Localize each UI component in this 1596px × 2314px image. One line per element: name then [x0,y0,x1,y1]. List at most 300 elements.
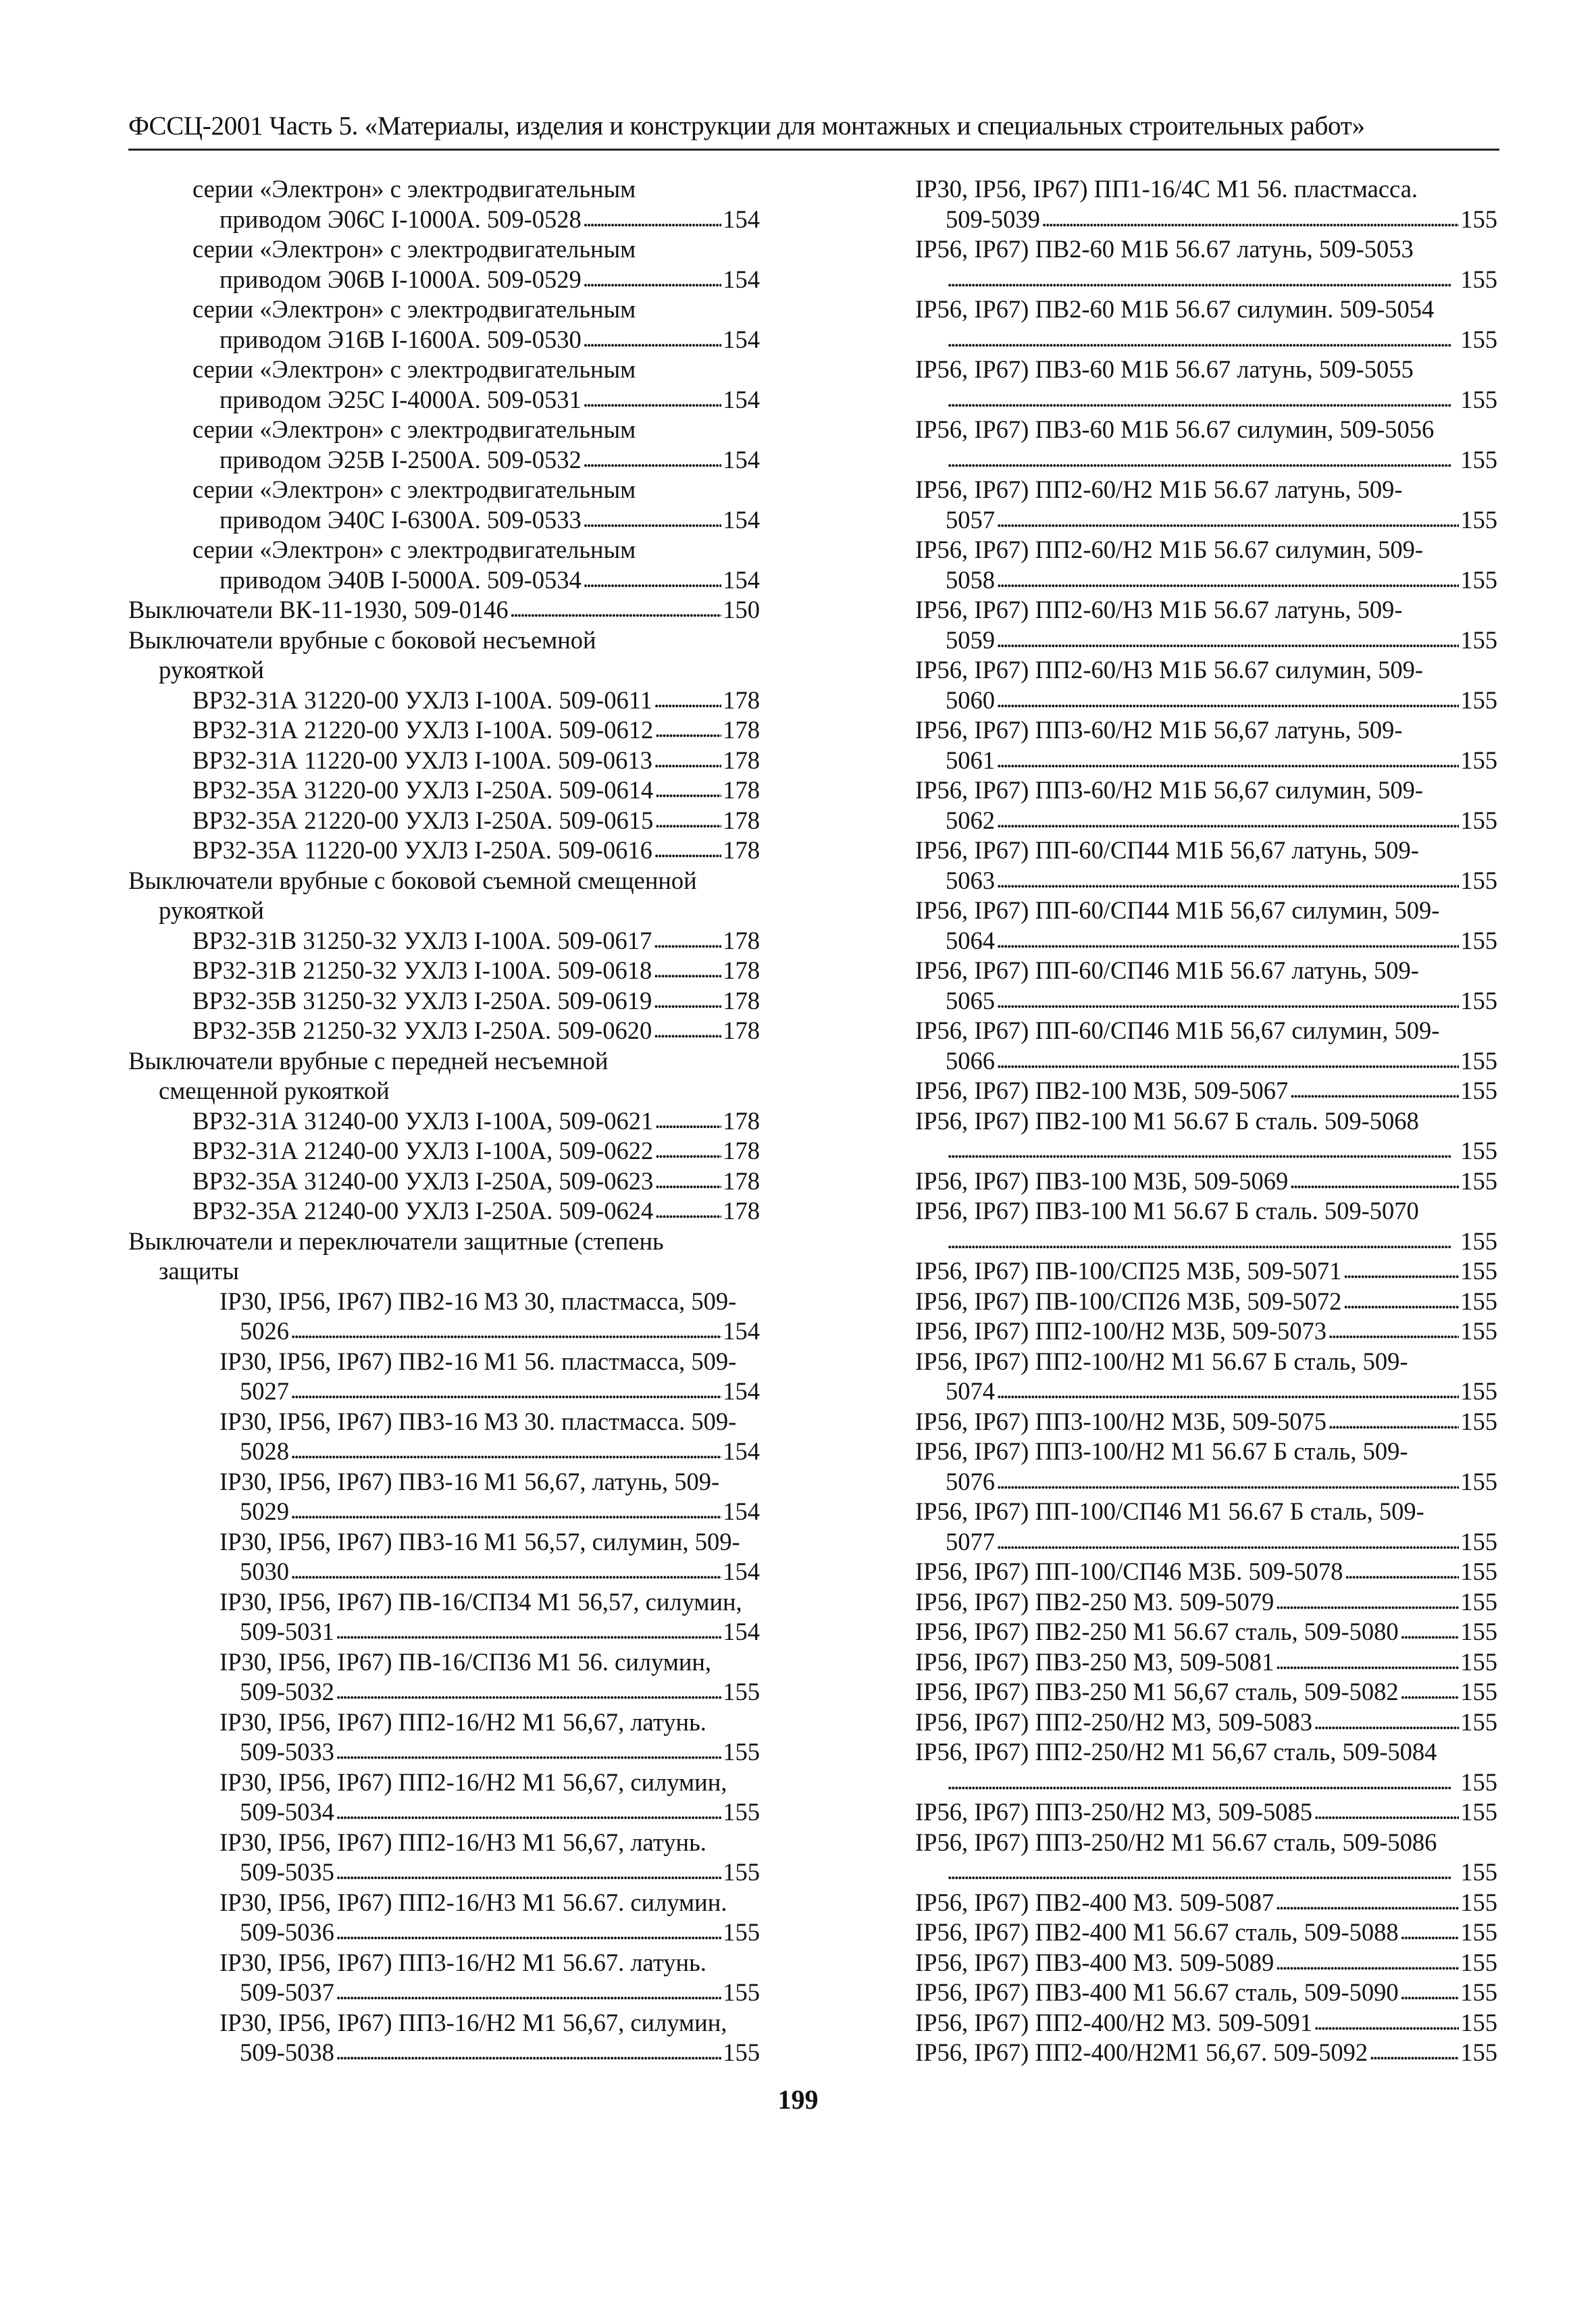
entry-page-number: 178 [723,1197,760,1225]
index-entry [915,1136,1497,1166]
index-entry [915,835,1497,866]
entry-text: Выключатели ВК-11-1930, 509-0146 [128,596,509,623]
entry-text: IP56, IP67) ПВ2-60 М1Б 56.67 латунь, 509-5053 [915,235,1414,263]
entry-text: ВР32-31А 21240-00 УХЛ3 I-100А, 509-0622 [192,1137,654,1164]
entry-text: IP56, IP67) ПП-60/СП44 М1Б 56,67 латунь, 509- [915,836,1419,864]
entry-text: приводом Э06В I-1000А. 509-0529 [220,265,582,293]
index-entry [915,1918,1497,1948]
index-entry [128,655,760,686]
index-entry [915,174,1497,205]
dot-leader [1343,1285,1459,1317]
entry-text: IP56, IP67) ПП2-400/Н2 М3. 509-5091 [915,2008,1313,2036]
entry-text: IP56, IP67) ПП2-60/Н2 М1Б 56.67 силумин, 509- [915,536,1424,563]
entry-page-number: 154 [723,1618,760,1645]
entry-page-number: 154 [723,565,760,594]
dot-leader [1314,2007,1459,2038]
entry-page-number: 155 [723,1918,760,1946]
entry-text: 5065 [946,986,995,1014]
entry-page-number: 155 [1460,265,1497,293]
entry-page-number: 155 [723,2038,760,2066]
index-entry [128,1256,760,1287]
entry-page-number: 155 [1460,1707,1497,1736]
entry-text: IP56, IP67) ПП3-100/Н2 М3Б, 509-5075 [915,1407,1327,1435]
entry-page-number: 155 [1460,2038,1497,2066]
index-entry [128,1347,760,1377]
entry-text: 5027 [240,1377,289,1405]
entry-text: 509-5039 [946,205,1040,233]
entry-page-number: 155 [1460,1407,1497,1435]
index-entry [128,2038,760,2068]
entry-page-number: 155 [1460,1647,1497,1676]
dot-leader [1400,1676,1460,1707]
dot-leader [654,684,721,716]
entry-page-number: 155 [1460,1618,1497,1645]
entry-page-number: 155 [1460,1558,1497,1585]
entry-text: 5066 [946,1046,995,1075]
index-entry [915,1768,1497,1798]
index-entry [128,1377,760,1407]
dot-leader [1275,1947,1459,1978]
index-entry [128,956,760,986]
dot-leader [996,564,1459,596]
index-entry [128,1857,760,1888]
index-entry [915,655,1497,686]
index-entry [915,265,1497,295]
entry-page-number: 155 [1460,445,1497,473]
dot-leader [290,1555,721,1587]
index-entry [128,1557,760,1587]
index-column-right [915,174,1497,2068]
entry-text: 509-5035 [240,1858,334,1886]
entry-text: приводом Э25С I-4000А. 509-0531 [220,385,582,413]
entry-text: IP56, IP67) ПП2-60/Н2 М1Б 56.67 латунь, 509- [915,475,1403,503]
dot-leader [996,1375,1459,1407]
entry-text: ВР32-35А 31220-00 УХЛ3 I-250А. 509-0614 [192,776,654,804]
entry-text: ВР32-31А 11220-00 УХЛ3 I-100А. 509-0613 [192,746,652,774]
entry-text: серии «Электрон» с электродвигательным [192,175,636,203]
header-rule [128,149,1499,151]
index-entry [915,866,1497,896]
index-entry [915,1737,1497,1768]
index-entry [915,205,1497,235]
index-entry [128,234,760,265]
entry-text: IP56, IP67) ПП2-60/Н3 М1Б 56.67 латунь, 509- [915,596,1403,623]
index-entry [128,1196,760,1227]
dot-leader [583,564,722,596]
index-entry [128,1316,760,1347]
entry-text: IP56, IP67) ПВ3-400 М1 56.67 сталь, 509-5090 [915,1978,1399,2006]
index-entry [128,1106,760,1137]
index-entry [915,505,1497,536]
entry-text: IP30, IP56, IP67) ПВ-16/СП34 М1 56,57, силумин, [220,1587,742,1616]
index-entry [915,1857,1497,1888]
index-entry [915,234,1497,265]
entry-text: 509-5036 [240,1918,334,1946]
index-entry [128,1136,760,1166]
entry-text: серии «Электрон» с электродвигательным [192,415,636,443]
dot-leader [583,504,722,536]
dot-leader [336,1736,721,1768]
entry-page-number: 178 [723,716,760,744]
entry-page-number: 155 [1460,806,1497,834]
index-entry [915,1707,1497,1738]
entry-text: IP56, IP67) ПВ3-250 М1 56,67 сталь, 509-5082 [915,1678,1399,1705]
index-entry [128,1437,760,1467]
dot-leader [290,1495,721,1527]
entry-page-number: 155 [1460,1377,1497,1405]
index-entry [915,1797,1497,1828]
index-entry [128,1046,760,1077]
index-entry [915,1948,1497,1978]
entry-text: ВР32-35А 11220-00 УХЛ3 I-250А. 509-0616 [192,836,652,864]
dot-leader [996,1466,1459,1497]
entry-page-number: 155 [1460,1918,1497,1946]
entry-text: IP56, IP67) ПВ3-100 М1 56.67 Б сталь. 509-5070 [915,1197,1419,1225]
entry-text: IP56, IP67) ПП2-100/Н2 М3Б, 509-5073 [915,1317,1327,1345]
index-entry [128,1797,760,1828]
entry-page-number: 178 [723,1166,760,1195]
dot-leader [654,1195,721,1227]
dot-leader [1275,1886,1459,1918]
entry-text: защиты [159,1257,239,1285]
index-entry [128,205,760,235]
index-entry [915,986,1497,1017]
entry-text: IP30, IP56, IP67) ПВ3-16 М1 56,67, латунь, 509- [220,1467,720,1495]
entry-text: IP30, IP56, IP67) ПП2-16/Н2 М1 56,67, латунь. [220,1707,706,1736]
entry-text: IP56, IP67) ПВ3-60 М1Б 56.67 силумин, 509-5056 [915,415,1435,443]
dot-leader [1344,1555,1459,1587]
index-entry [915,1497,1497,1527]
index-entry [128,986,760,1017]
index-entry [128,445,760,475]
index-entry [128,325,760,355]
entry-text: IP56, IP67) ПП2-60/Н3 М1Б 56.67 силумин, 509- [915,656,1424,684]
entry-text: ВР32-35В 31250-32 УХЛ3 I-250А. 509-0619 [192,986,652,1014]
entry-page-number: 155 [1460,866,1497,894]
index-entry [915,1467,1497,1497]
entry-page-number: 154 [723,505,760,534]
entry-text: ВР32-35В 21250-32 УХЛ3 I-250А. 509-0620 [192,1017,652,1044]
entry-text: Выключатели врубные с боковой несъемной [128,625,596,654]
entry-text: IP56, IP67) ПВ-100/СП26 М3Б, 509-5072 [915,1287,1342,1315]
entry-text: серии «Электрон» с электродвигательным [192,355,636,383]
entry-page-number: 155 [1460,1678,1497,1705]
entry-page-number: 154 [723,325,760,353]
entry-text: приводом Э25В I-2500А. 509-0532 [220,445,582,473]
dot-leader [653,954,721,986]
index-entry [915,415,1497,445]
index-entry [128,385,760,415]
entry-text: рукояткой [159,656,264,684]
entry-page-number: 178 [723,686,760,714]
entry-text: IP56, IP67) ПВ2-400 М3. 509-5087 [915,1888,1275,1916]
dot-leader [583,324,722,355]
dot-leader [996,1045,1459,1077]
index-entry [128,1677,760,1707]
index-entry [128,866,760,896]
entry-page-number: 155 [1460,1527,1497,1555]
entry-text: ВР32-31А 21220-00 УХЛ3 I-100А. 509-0612 [192,716,654,744]
entry-text: IP30, IP56, IP67) ПВ2-16 М3 30, пластмасса, 509- [220,1287,737,1315]
index-entry [128,1467,760,1497]
entry-text: серии «Электрон» с электродвигательным [192,536,636,563]
index-entry [128,746,760,776]
index-entry [128,535,760,565]
dot-leader [1314,1796,1459,1828]
entry-text: смещенной рукояткой [159,1077,390,1104]
index-entry [128,806,760,836]
dot-leader [290,1435,721,1467]
index-entry [915,1647,1497,1678]
index-entry [128,1737,760,1768]
index-column-left [128,174,760,2068]
index-entry [915,1677,1497,1707]
index-entry [915,1076,1497,1106]
dot-leader [996,925,1459,956]
entry-page-number: 155 [1460,625,1497,654]
entry-page-number: 155 [1460,1166,1497,1195]
entry-text: IP56, IP67) ПП-60/СП44 М1Б 56,67 силумин, 509- [915,896,1440,924]
entry-page-number: 154 [723,1558,760,1585]
entry-page-number: 150 [723,596,760,623]
index-entry [915,625,1497,656]
entry-text: приводом Э16В I-1600А. 509-0530 [220,325,582,353]
entry-text: IP56, IP67) ПВ2-60 М1Б 56.67 силумин. 509-5054 [915,295,1435,323]
entry-text: 5074 [946,1377,995,1405]
entry-page-number: 155 [1460,505,1497,534]
entry-text: 5030 [240,1558,289,1585]
index-entry [128,1617,760,1647]
entry-text: 5060 [946,686,995,714]
entry-text: приводом Э40В I-5000А. 509-0534 [220,565,582,594]
entry-text: IP30, IP56, IP67) ПП3-16/Н2 М1 56.67. латунь. [220,1948,706,1976]
entry-text: 5059 [946,625,995,654]
dot-leader [947,1766,1459,1798]
dot-leader [996,504,1459,536]
entry-text: IP30, IP56, IP67) ПП3-16/Н2 М1 56,67, силумин, [220,2008,727,2036]
index-entry [915,1978,1497,2008]
entry-text: ВР32-31А 31220-00 УХЛ3 I-100А. 509-0611 [192,686,652,714]
index-entry [128,1227,760,1257]
dot-leader [1314,1706,1459,1738]
index-entry [915,1437,1497,1467]
entry-page-number: 155 [1460,205,1497,233]
index-entry [128,686,760,716]
entry-text: 5029 [240,1497,289,1525]
index-entry [128,595,760,625]
dot-leader [583,444,722,475]
entry-page-number: 178 [723,1106,760,1135]
index-entry [128,1166,760,1197]
dot-leader [1328,1315,1459,1347]
dot-leader [583,384,722,415]
index-entry [915,595,1497,625]
entry-text: рукояткой [159,896,264,924]
dot-leader [653,925,721,956]
dot-leader [336,1976,721,2008]
dot-leader [1400,1976,1460,2008]
index-entry [915,2038,1497,2068]
dot-leader [996,684,1459,716]
entry-text: IP56, IP67) ПП2-250/Н2 М3, 509-5083 [915,1707,1313,1736]
entry-text: 5077 [946,1527,995,1555]
entry-page-number: 155 [1460,1798,1497,1826]
entry-text: IP30, IP56, IP67) ПП2-16/Н3 М1 56.67. силумин. [220,1888,727,1916]
dot-leader [583,263,722,295]
entry-text: 5026 [240,1317,289,1345]
entry-page-number: 178 [723,746,760,774]
index-entry [915,355,1497,385]
entry-text: IP56, IP67) ПВ2-100 М3Б, 509-5067 [915,1077,1289,1104]
index-entry [915,1377,1497,1407]
index-entry [915,1196,1497,1227]
dot-leader [654,804,721,836]
entry-text: IP56, IP67) ПП3-250/Н2 М1 56.67 сталь, 509-5086 [915,1828,1437,1856]
entry-text: IP56, IP67) ПВ2-250 М3. 509-5079 [915,1587,1275,1616]
index-entry [128,565,760,596]
index-entry [915,1166,1497,1197]
index-entry [128,1978,760,2008]
entry-text: Выключатели врубные с передней несъемной [128,1046,609,1075]
index-entry [915,1557,1497,1587]
index-entry [915,1407,1497,1437]
entry-text: IP56, IP67) ПВ3-400 М3. 509-5089 [915,1948,1275,1976]
index-entry [915,535,1497,565]
dot-leader [654,1105,721,1137]
index-entry [128,1287,760,1317]
dot-leader [1275,1646,1459,1678]
entry-text: серии «Электрон» с электродвигательным [192,475,636,503]
entry-text: Выключатели и переключатели защитные (степень [128,1227,664,1255]
entry-page-number: 155 [723,1978,760,2006]
entry-text: приводом Э06С I-1000А. 509-0528 [220,205,582,233]
dot-leader [1369,2036,1459,2068]
dot-leader [996,624,1459,656]
dot-leader [1289,1165,1459,1197]
index-entry [915,475,1497,505]
entry-text: ВР32-31А 31240-00 УХЛ3 I-100А, 509-0621 [192,1106,654,1135]
dot-leader [947,444,1459,475]
entry-text: IP56, IP67) ПП2-400/Н2М1 56,67. 509-5092 [915,2038,1368,2066]
index-entry [128,294,760,325]
dot-leader [947,384,1459,415]
entry-page-number: 155 [1460,1077,1497,1104]
entry-page-number: 155 [1460,1467,1497,1495]
index-entry [128,896,760,926]
dot-leader [654,774,721,806]
dot-leader [654,744,721,776]
index-entry [128,1497,760,1527]
index-entry [128,2008,760,2038]
index-entry [915,2008,1497,2038]
entry-page-number: 178 [723,986,760,1014]
entry-page-number: 154 [723,265,760,293]
entry-text: ВР32-35А 21220-00 УХЛ3 I-250А. 509-0615 [192,806,654,834]
entry-text: IP56, IP67) ПП3-60/Н2 М1Б 56,67 латунь, 509- [915,716,1403,744]
entry-page-number: 155 [1460,1046,1497,1075]
index-entry [915,1256,1497,1287]
dot-leader [996,804,1459,836]
index-entry [915,294,1497,325]
entry-text: 5061 [946,746,995,774]
entry-text: IP56, IP67) ПВ3-60 М1Б 56.67 латунь, 509-5055 [915,355,1414,383]
entry-page-number: 155 [1460,1948,1497,1976]
entry-text: 5062 [946,806,995,834]
entry-page-number: 155 [723,1798,760,1826]
index-entry [128,775,760,806]
entry-page-number: 155 [1460,986,1497,1014]
entry-page-number: 178 [723,1137,760,1164]
entry-text: ВР32-35А 31240-00 УХЛ3 I-250А, 509-0623 [192,1166,654,1195]
entry-text: 5028 [240,1437,289,1465]
entry-page-number: 155 [1460,2008,1497,2036]
index-entry [915,746,1497,776]
entry-text: серии «Электрон» с электродвигательным [192,235,636,263]
index-entry [128,1918,760,1948]
entry-text: 509-5034 [240,1798,334,1826]
index-entry [915,1888,1497,1918]
entry-text: IP56, IP67) ПВ2-250 М1 56.67 сталь, 509-5080 [915,1618,1399,1645]
index-entry [915,565,1497,596]
entry-text: ВР32-35А 21240-00 УХЛ3 I-250А. 509-0624 [192,1197,654,1225]
dot-leader [336,1916,721,1948]
entry-page-number: 154 [723,1437,760,1465]
entry-page-number: 155 [1460,1137,1497,1164]
entry-page-number: 155 [1460,1768,1497,1796]
index-entry [915,385,1497,415]
entry-text: приводом Э40С I-6300А. 509-0533 [220,505,582,534]
entry-page-number: 178 [723,956,760,984]
index-entry [915,325,1497,355]
entry-text: IP56, IP67) ПП2-250/Н2 М1 56,67 сталь, 509-5084 [915,1738,1437,1766]
entry-text: серии «Электрон» с электродвигательным [192,295,636,323]
dot-leader [947,1856,1459,1888]
entry-text: 5076 [946,1467,995,1495]
dot-leader [1328,1406,1459,1437]
index-entry [128,715,760,746]
entry-text: Выключатели врубные с боковой съемной смещенной [128,866,697,894]
entry-page-number: 178 [723,1017,760,1044]
entry-text: IP30, IP56, IP67) ПВ3-16 М1 56,57, силумин, 509- [220,1527,740,1555]
entry-page-number: 155 [1460,1888,1497,1916]
entry-text: IP56, IP67) ПВ3-100 М3Б, 509-5069 [915,1166,1289,1195]
index-entry [915,1527,1497,1558]
index-entry [128,505,760,536]
dot-leader [583,203,722,235]
dot-leader [996,865,1459,896]
entry-text: 509-5033 [240,1738,334,1766]
dot-leader [654,1135,721,1166]
dot-leader [1289,1075,1459,1106]
index-entry [915,956,1497,986]
index-entry [128,1948,760,1978]
index-entry [128,1016,760,1046]
index-entry [128,475,760,505]
dot-leader [996,1526,1459,1558]
entry-page-number: 178 [723,806,760,834]
index-entry [128,1076,760,1106]
entry-page-number: 155 [1460,565,1497,594]
index-entry [915,1106,1497,1137]
dot-leader [654,834,721,866]
dot-leader [947,1135,1459,1166]
dot-leader [996,985,1459,1017]
index-entry [128,625,760,656]
entry-page-number: 155 [1460,1257,1497,1285]
index-entry [915,896,1497,926]
entry-page-number: 155 [1460,1587,1497,1616]
index-entry [915,775,1497,806]
